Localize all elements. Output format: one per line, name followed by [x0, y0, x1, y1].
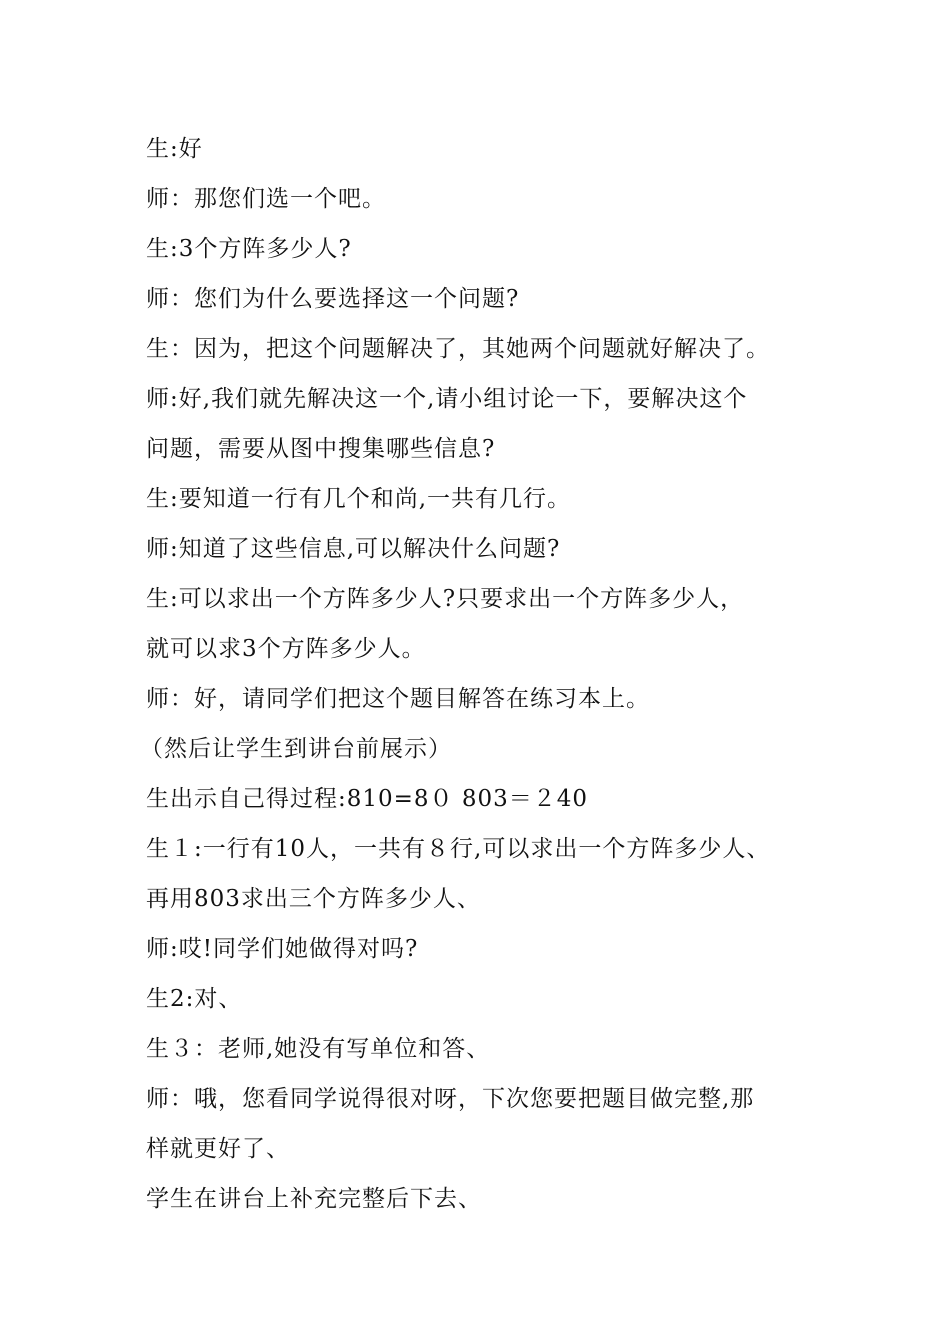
text-line: 问题，需要从图中搜集哪些信息?	[146, 436, 496, 462]
text-line: 生:3个方阵多少人?	[146, 236, 352, 262]
text-line: 师：您们为什么要选择这一个问题?	[146, 286, 520, 312]
text-line: 生2:对、	[146, 986, 243, 1012]
text-line: 生:好	[146, 136, 203, 162]
text-line: 学生在讲台上补充完整后下去、	[146, 1186, 482, 1212]
text-line: 样就更好了、	[146, 1136, 290, 1162]
text-line: （然后让学生到讲台前展示）	[140, 736, 452, 762]
text-line: 师:哎!同学们她做得对吗?	[146, 936, 419, 962]
text-line: 生：因为，把这个问题解决了，其她两个问题就好解决了。	[146, 336, 770, 362]
text-line: 生３：老师,她没有写单位和答、	[146, 1036, 491, 1062]
text-line: 师：哦，您看同学说得很对呀，下次您要把题目做完整,那	[146, 1086, 755, 1112]
text-line: 生出示自己得过程:810=8０ 803＝２40	[146, 786, 589, 812]
text-line: 师：那您们选一个吧。	[146, 186, 386, 212]
text-line: 师:知道了这些信息,可以解决什么问题?	[146, 536, 561, 562]
text-line: 生:可以求出一个方阵多少人?只要求出一个方阵多少人，	[146, 586, 745, 612]
text-line: 师:好,我们就先解决这一个,请小组讨论一下，要解决这个	[146, 386, 748, 412]
text-line: 就可以求3个方阵多少人。	[146, 636, 426, 662]
text-line: 生:要知道一行有几个和尚,一共有几行。	[146, 486, 572, 512]
text-line: 再用803求出三个方阵多少人、	[146, 886, 481, 912]
text-line: 师：好，请同学们把这个题目解答在练习本上。	[146, 686, 650, 712]
text-line: 生１:一行有10人，一共有８行,可以求出一个方阵多少人、	[146, 836, 771, 862]
